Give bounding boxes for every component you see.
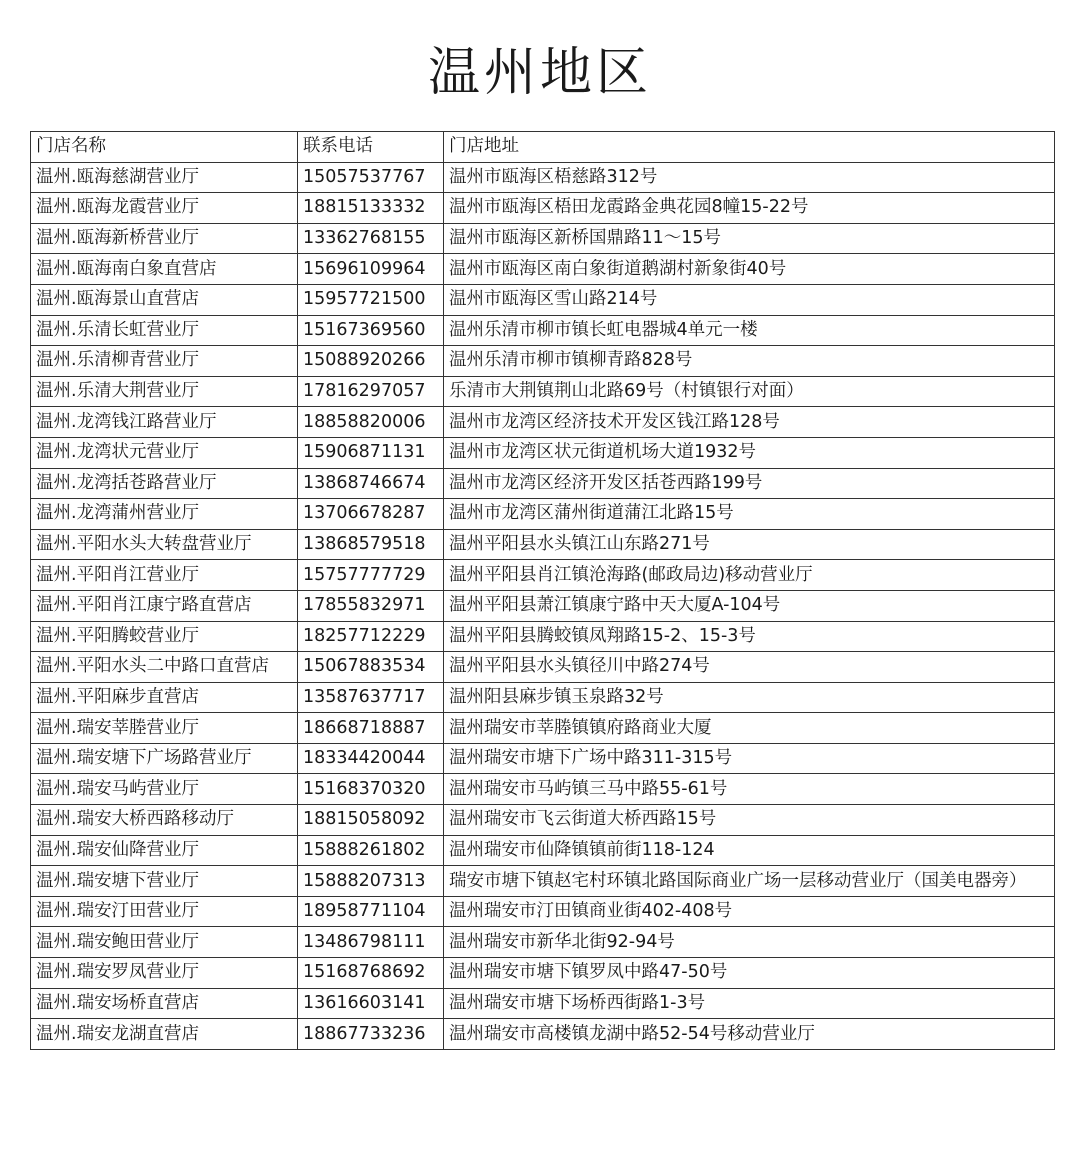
phone-cell: 17816297057: [298, 376, 444, 407]
store-name-cell: 温州.乐清长虹营业厅: [31, 315, 298, 346]
store-name-cell: 温州.瑞安马屿营业厅: [31, 774, 298, 805]
store-name-cell: 温州.平阳腾蛟营业厅: [31, 621, 298, 652]
address-cell: 温州阳县麻步镇玉泉路32号: [444, 682, 1055, 713]
phone-cell: 18257712229: [298, 621, 444, 652]
address-cell: 温州瑞安市塘下镇罗凤中路47-50号: [444, 958, 1055, 989]
store-name-cell: 温州.瑞安仙降营业厅: [31, 835, 298, 866]
address-cell: 温州市瓯海区梧田龙霞路金典花园8幢15-22号: [444, 193, 1055, 224]
address-cell: 乐清市大荆镇荆山北路69号（村镇银行对面）: [444, 376, 1055, 407]
table-row: [31, 284, 1055, 315]
store-name-cell: 温州.瓯海南白象直营店: [31, 254, 298, 285]
table-row: [31, 682, 1055, 713]
table-row: [31, 927, 1055, 958]
store-name-cell: 温州.平阳水头二中路口直营店: [31, 652, 298, 683]
address-cell: 温州平阳县萧江镇康宁路中天大厦A-104号: [444, 590, 1055, 621]
address-cell: 温州瑞安市新华北街92-94号: [444, 927, 1055, 958]
table-row: [31, 407, 1055, 438]
address-cell: 温州瑞安市塘下广场中路311-315号: [444, 743, 1055, 774]
address-cell: 温州市龙湾区经济开发区括苍西路199号: [444, 468, 1055, 499]
phone-cell: 13616603141: [298, 988, 444, 1019]
table-body: [31, 162, 1055, 1049]
phone-cell: 15167369560: [298, 315, 444, 346]
address-cell: 温州平阳县水头镇江山东路271号: [444, 529, 1055, 560]
address-cell: 温州平阳县肖江镇沧海路(邮政局边)移动营业厅: [444, 560, 1055, 591]
table-row: [31, 437, 1055, 468]
table-row: [31, 529, 1055, 560]
phone-cell: 13868746674: [298, 468, 444, 499]
store-name-cell: 温州.瑞安莘塍营业厅: [31, 713, 298, 744]
phone-cell: 18668718887: [298, 713, 444, 744]
address-cell: 温州市瓯海区雪山路214号: [444, 284, 1055, 315]
table-row: [31, 652, 1055, 683]
table-row: [31, 958, 1055, 989]
store-name-cell: 温州.平阳肖江康宁路直营店: [31, 590, 298, 621]
store-name-cell: 温州.平阳水头大转盘营业厅: [31, 529, 298, 560]
store-name-cell: 温州.龙湾蒲州营业厅: [31, 499, 298, 530]
store-name-cell: 温州.龙湾钱江路营业厅: [31, 407, 298, 438]
phone-cell: 13868579518: [298, 529, 444, 560]
table-row: [31, 896, 1055, 927]
store-name-cell: 温州.瑞安汀田营业厅: [31, 896, 298, 927]
table-row: [31, 346, 1055, 377]
table-row: [31, 805, 1055, 836]
phone-cell: 18815058092: [298, 805, 444, 836]
table-row: [31, 835, 1055, 866]
store-name-cell: 温州.平阳肖江营业厅: [31, 560, 298, 591]
phone-cell: 15757777729: [298, 560, 444, 591]
address-cell: 温州市龙湾区状元街道机场大道1932号: [444, 437, 1055, 468]
table-row: [31, 713, 1055, 744]
store-name-cell: 温州.瑞安塘下营业厅: [31, 866, 298, 897]
store-name-cell: 温州.瑞安龙湖直营店: [31, 1019, 298, 1050]
address-cell: 瑞安市塘下镇赵宅村环镇北路国际商业广场一层移动营业厅（国美电器旁）: [444, 866, 1055, 897]
address-cell: 温州平阳县腾蛟镇凤翔路15-2、15-3号: [444, 621, 1055, 652]
store-name-cell: 温州.瑞安场桥直营店: [31, 988, 298, 1019]
store-name-cell: 温州.龙湾括苍路营业厅: [31, 468, 298, 499]
address-cell: 温州瑞安市马屿镇三马中路55-61号: [444, 774, 1055, 805]
table-row: [31, 866, 1055, 897]
table-row: [31, 376, 1055, 407]
table-row: [31, 774, 1055, 805]
store-name-cell: 温州.瑞安罗凤营业厅: [31, 958, 298, 989]
phone-cell: 15168768692: [298, 958, 444, 989]
store-name-cell: 温州.瓯海景山直营店: [31, 284, 298, 315]
phone-cell: 18815133332: [298, 193, 444, 224]
table-row: [31, 590, 1055, 621]
header-phone: 联系电话: [298, 132, 444, 163]
address-cell: 温州乐清市柳市镇柳青路828号: [444, 346, 1055, 377]
phone-cell: 15888261802: [298, 835, 444, 866]
store-name-cell: 温州.瓯海新桥营业厅: [31, 223, 298, 254]
phone-cell: 18958771104: [298, 896, 444, 927]
phone-cell: 18858820006: [298, 407, 444, 438]
phone-cell: 13362768155: [298, 223, 444, 254]
store-name-cell: 温州.瑞安塘下广场路营业厅: [31, 743, 298, 774]
phone-cell: 15888207313: [298, 866, 444, 897]
address-cell: 温州市龙湾区经济技术开发区钱江路128号: [444, 407, 1055, 438]
store-table: [30, 131, 1055, 1050]
table-row: [31, 621, 1055, 652]
address-cell: 温州瑞安市仙降镇镇前街118-124: [444, 835, 1055, 866]
address-cell: 温州瑞安市汀田镇商业街402-408号: [444, 896, 1055, 927]
phone-cell: 13706678287: [298, 499, 444, 530]
address-cell: 温州瑞安市塘下场桥西街路1-3号: [444, 988, 1055, 1019]
phone-cell: 18334420044: [298, 743, 444, 774]
table-row: [31, 162, 1055, 193]
table-row: [31, 988, 1055, 1019]
table-row: [31, 468, 1055, 499]
header-store-name: 门店名称: [31, 132, 298, 163]
phone-cell: 18867733236: [298, 1019, 444, 1050]
table-row: [31, 743, 1055, 774]
phone-cell: 15168370320: [298, 774, 444, 805]
store-name-cell: 温州.乐清柳青营业厅: [31, 346, 298, 377]
table-header-row: [31, 132, 1055, 163]
table-row: [31, 1019, 1055, 1050]
address-cell: 温州市龙湾区蒲州街道蒲江北路15号: [444, 499, 1055, 530]
phone-cell: 15057537767: [298, 162, 444, 193]
table-row: [31, 315, 1055, 346]
address-cell: 温州市瓯海区新桥国鼎路11～15号: [444, 223, 1055, 254]
page-title: 温州地区: [427, 43, 652, 103]
store-name-cell: 温州.瑞安大桥西路移动厅: [31, 805, 298, 836]
address-cell: 温州乐清市柳市镇长虹电器城4单元一楼: [444, 315, 1055, 346]
phone-cell: 13486798111: [298, 927, 444, 958]
header-address: 门店地址: [444, 132, 1055, 163]
address-cell: 温州平阳县水头镇径川中路274号: [444, 652, 1055, 683]
table-row: [31, 560, 1055, 591]
phone-cell: 15696109964: [298, 254, 444, 285]
store-name-cell: 温州.龙湾状元营业厅: [31, 437, 298, 468]
phone-cell: 15906871131: [298, 437, 444, 468]
address-cell: 温州市瓯海区梧慈路312号: [444, 162, 1055, 193]
phone-cell: 17855832971: [298, 590, 444, 621]
address-cell: 温州瑞安市飞云街道大桥西路15号: [444, 805, 1055, 836]
table-row: [31, 499, 1055, 530]
phone-cell: 15957721500: [298, 284, 444, 315]
address-cell: 温州瑞安市莘塍镇镇府路商业大厦: [444, 713, 1055, 744]
phone-cell: 15088920266: [298, 346, 444, 377]
table-row: [31, 193, 1055, 224]
address-cell: 温州瑞安市高楼镇龙湖中路52-54号移动营业厅: [444, 1019, 1055, 1050]
phone-cell: 15067883534: [298, 652, 444, 683]
store-name-cell: 温州.瓯海慈湖营业厅: [31, 162, 298, 193]
store-name-cell: 温州.乐清大荆营业厅: [31, 376, 298, 407]
phone-cell: 13587637717: [298, 682, 444, 713]
store-name-cell: 温州.瑞安鲍田营业厅: [31, 927, 298, 958]
store-name-cell: 温州.平阳麻步直营店: [31, 682, 298, 713]
store-name-cell: 温州.瓯海龙霞营业厅: [31, 193, 298, 224]
table-row: [31, 254, 1055, 285]
table-row: [31, 223, 1055, 254]
address-cell: 温州市瓯海区南白象街道鹅湖村新象街40号: [444, 254, 1055, 285]
